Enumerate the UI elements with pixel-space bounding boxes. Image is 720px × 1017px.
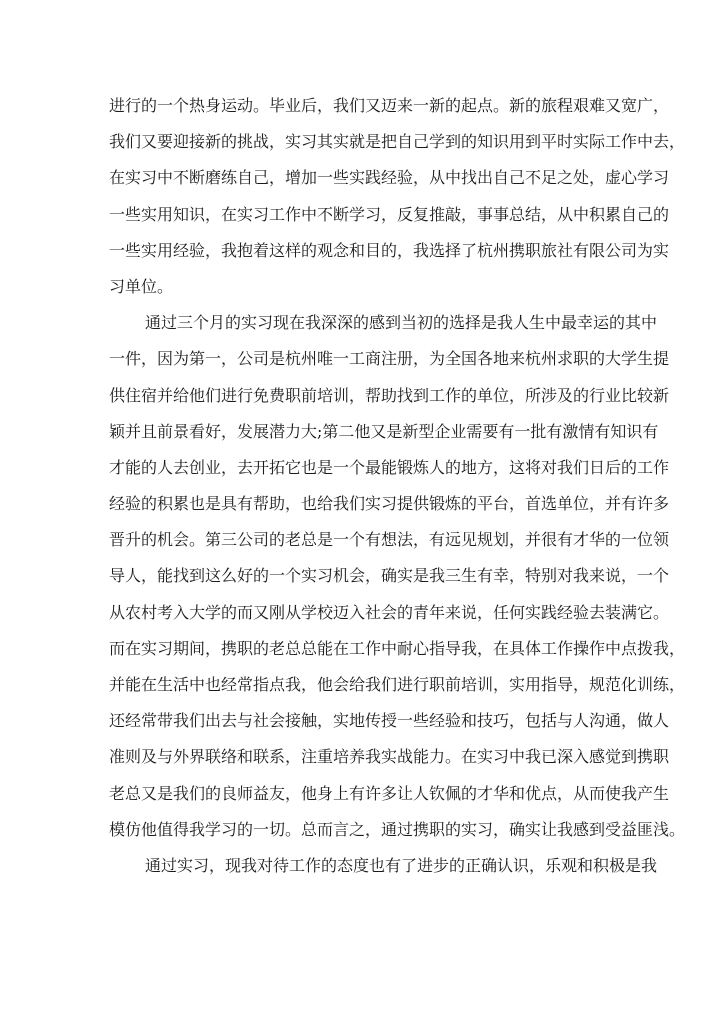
text-line: 导人，能找到这么好的一个实习机会，确实是我三生有幸，特别对我来说，一个 — [109, 566, 670, 586]
text-line: 通过实习，现我对待工作的态度也有了进步的正确认识，乐观和积极是我 — [145, 855, 658, 875]
text-line: 进行的一个热身运动。毕业后，我们又迈来一新的起点。新的旅程艰难又宽广， — [109, 96, 670, 115]
text-line: 一些实用知识，在实习工作中不断学习，反复推敲，事事总结，从中积累自己的 — [109, 204, 670, 224]
text-line: 而在实习期间，携职的老总总能在工作中耐心指导我，在具体工作操作中点拨我， — [109, 638, 686, 658]
text-line: 晋升的机会。第三公司的老总是一个有想法，有远见规划，并很有才华的一位领 — [109, 530, 670, 550]
text-line: 习单位。 — [109, 276, 174, 296]
text-line: 一件，因为第一，公司是杭州唯一工商注册，为全国各地来杭州求职的大学生提 — [109, 349, 670, 369]
text-line: 在实习中不断磨练自己，增加一些实践经验，从中找出自己不足之处，虚心学习 — [109, 168, 670, 188]
text-line: 老总又是我们的良师益友，他身上有许多让人钦佩的才华和优点，从而使我产生 — [109, 783, 670, 803]
text-line: 准则及与外界联络和联系，注重培养我实战能力。在实习中我已深入感觉到携职 — [109, 747, 670, 767]
text-line: 并能在生活中也经常指点我，他会给我们进行职前培训，实用指导，规范化训练， — [109, 675, 686, 694]
text-line: 从农村考入大学的而又刚从学校迈入社会的青年来说，任何实践经验去装满它。 — [109, 602, 670, 622]
document-body — [109, 88, 686, 884]
text-line: 一些实用经验，我抱着这样的观念和目的，我选择了杭州携职旅社有限公司为实 — [109, 240, 670, 260]
text-line: 我们又要迎接新的挑战，实习其实就是把自己学到的知识用到平时实际工作中去， — [109, 132, 686, 152]
text-line: 颖并且前景看好，发展潜力大;第二他又是新型企业需要有一批有激情有知识有 — [109, 421, 659, 441]
text-line: 模仿他值得我学习的一切。总而言之，通过携职的实习，确实让我感到受益匪浅。 — [109, 819, 686, 839]
text-line: 通过三个月的实习现在我深深的感到当初的选择是我人生中最幸运的其中 — [145, 313, 658, 333]
text-line: 还经常带我们出去与社会接触，实地传授一些经验和技巧，包括与人沟通，做人 — [109, 711, 670, 731]
text-line: 供住宿并给他们进行免费职前培训，帮助找到工作的单位，所涉及的行业比较新 — [109, 385, 670, 405]
text-line: 才能的人去创业，去开拓它也是一个最能锻炼人的地方，这将对我们日后的工作 — [109, 457, 670, 477]
text-line: 经验的积累也是具有帮助，也给我们实习提供锻炼的平台，首选单位，并有许多 — [109, 494, 670, 514]
